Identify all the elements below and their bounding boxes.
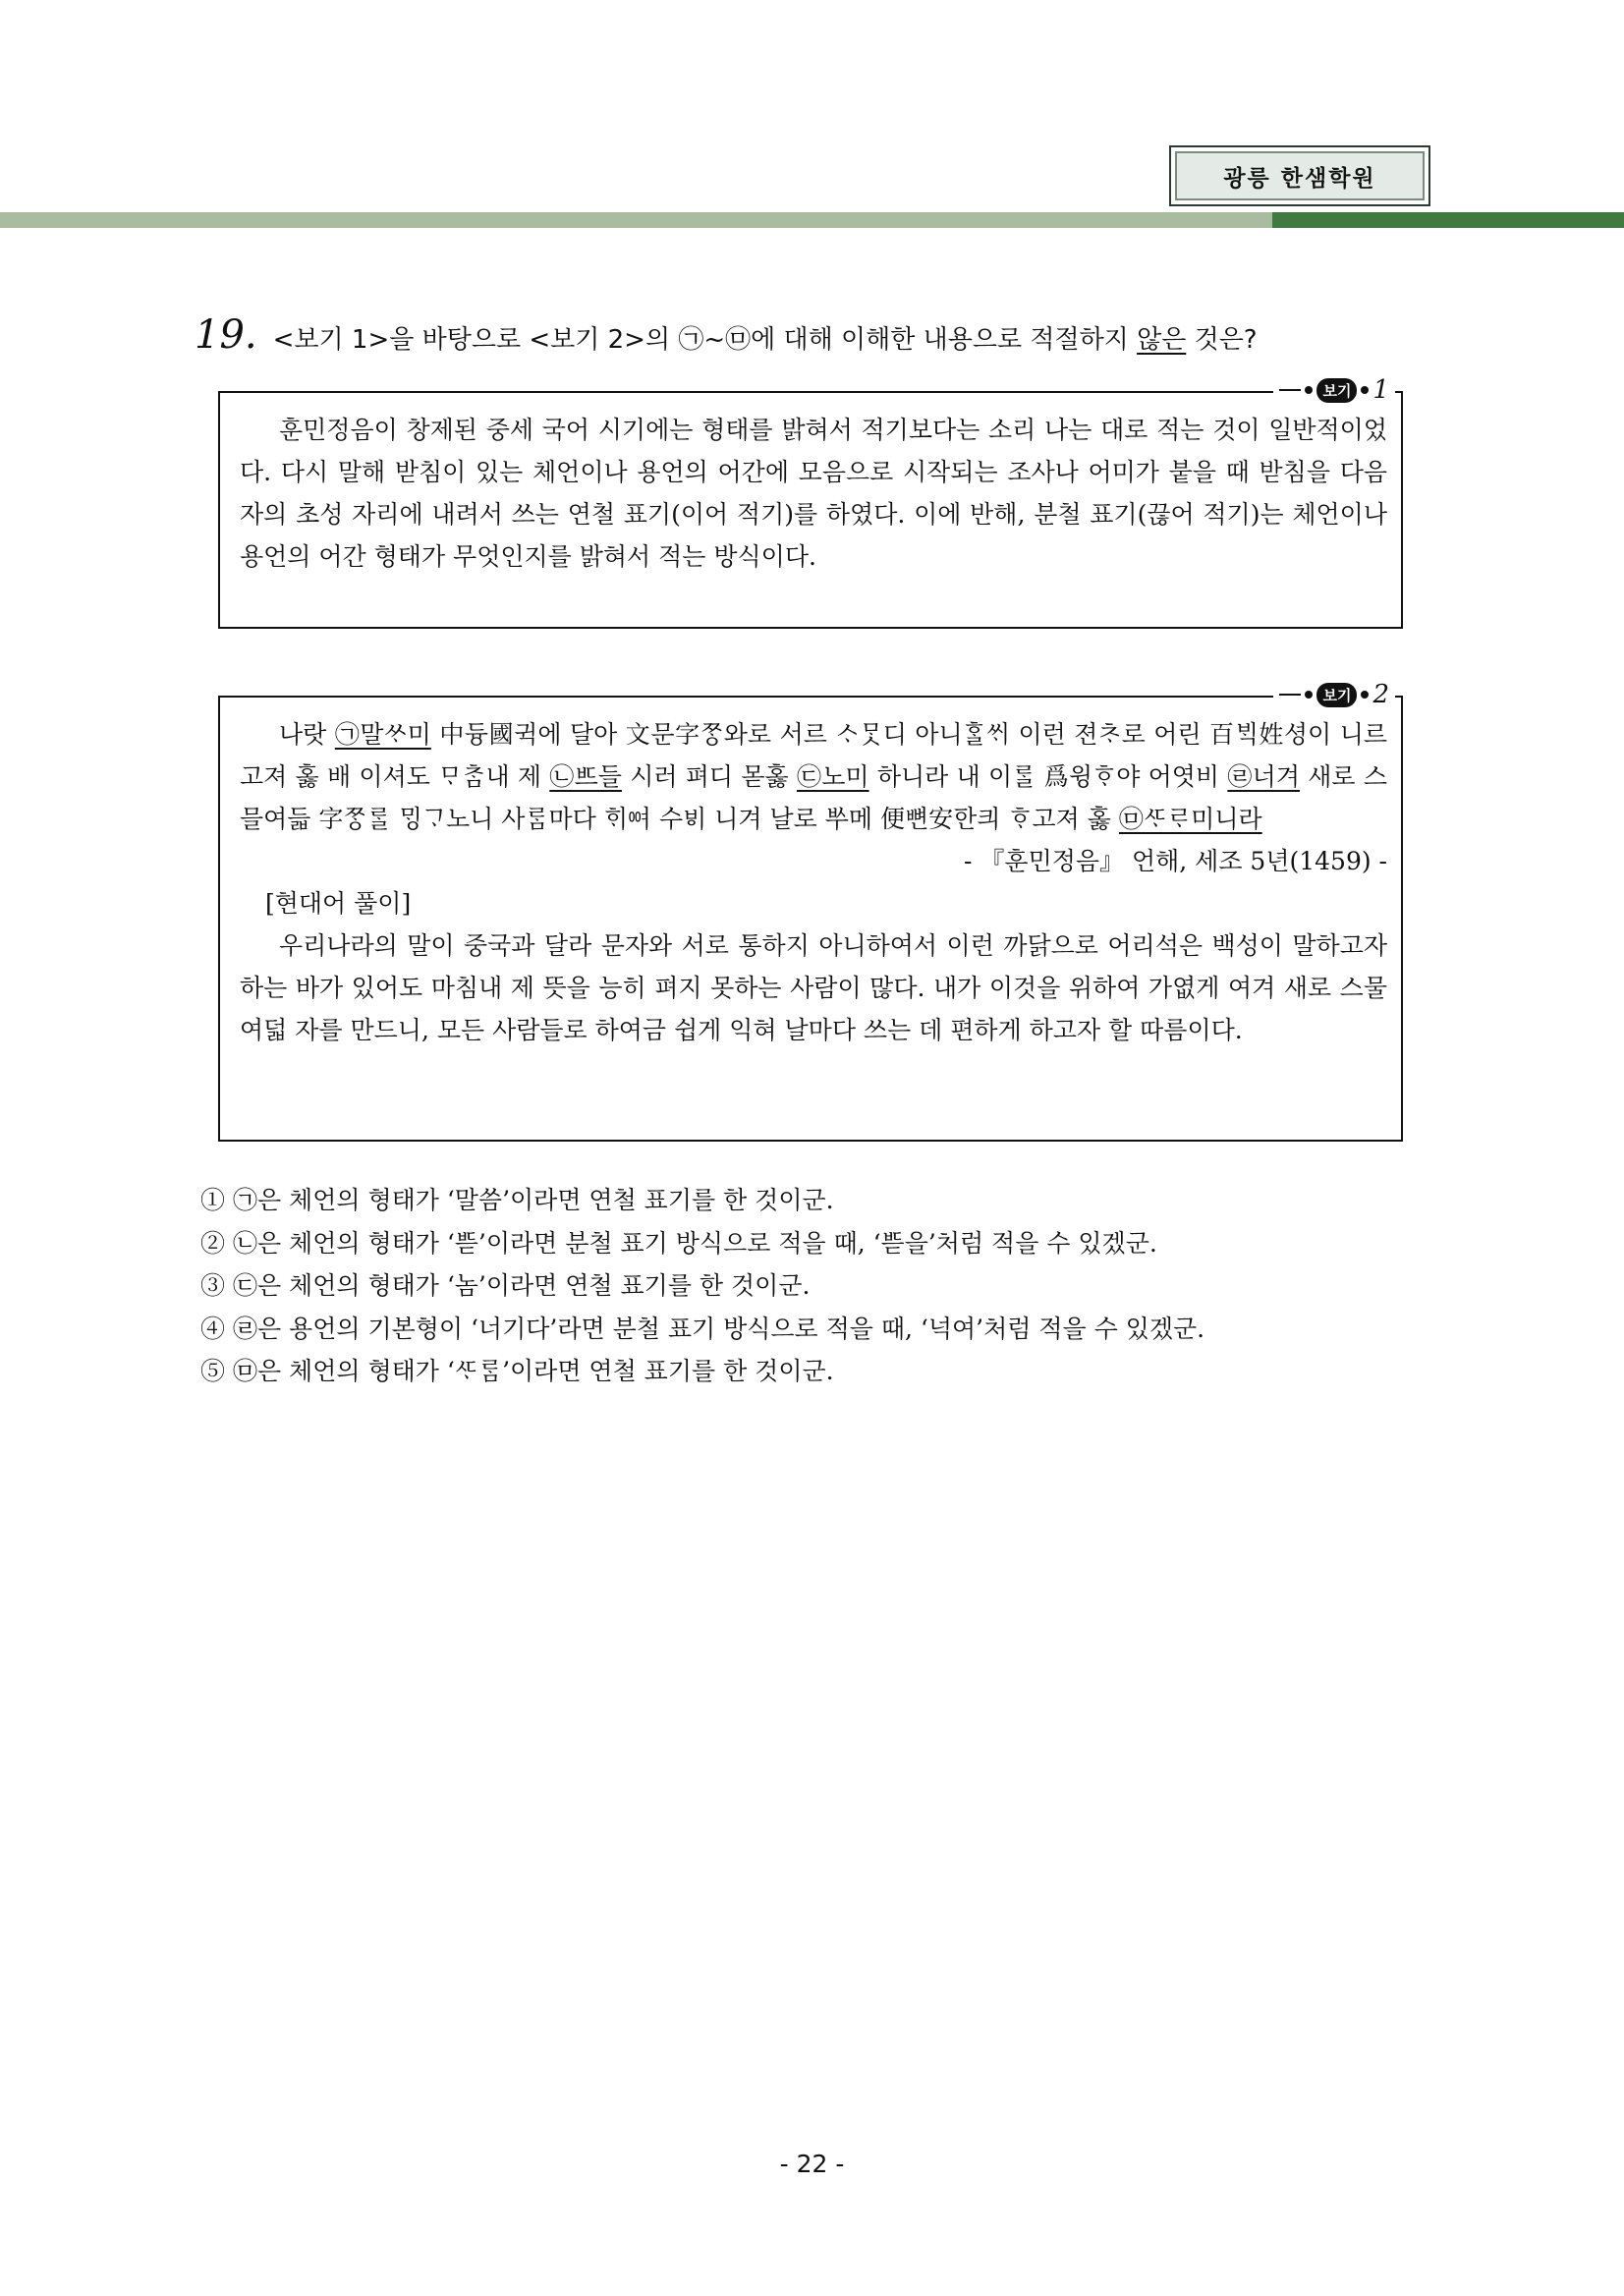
question-text [273, 319, 1258, 356]
tag-bullet-icon [1361, 386, 1369, 394]
answer-choices [200, 1179, 1438, 1393]
tag-label: 보기 [1316, 378, 1357, 403]
question-text-emphasis: 않은 [1137, 325, 1187, 355]
header-rule-dark [1272, 212, 1624, 228]
modern-translation-label: [현대어 풀이] [265, 889, 412, 918]
example-1-text: 훈민정음이 창제된 중세 국어 시기에는 형태를 밝혀서 적기보다는 소리 나는 대로 적는 것이 일반적이었다. 다시 말해 받침이 있는 체언이나 용언의 어간에 모음으로 시작되는 조사나 어미가 붙을 때 받침을 다음 자의 초성 자리에 내려서 쓰는 연철 표기(이어 적기)를 하였다. 이에 반해, 분철 표기(끊어 적기)는 체언이나 용언의 어간 형태가 무엇인지를 밝혀서 적는 방식이다. [240, 416, 1387, 571]
middle-korean-text [240, 713, 1387, 840]
tag-number: 1 [1372, 375, 1389, 405]
question-number: 19. [195, 312, 257, 358]
example-box-2-tag [1273, 680, 1395, 709]
marked-word-e: ㉤ᄯᆞᄅᆞ미니라 [1118, 805, 1262, 833]
text-segment: 나랏 [279, 720, 335, 749]
tag-bullet-icon [1361, 691, 1369, 699]
tag-line [1279, 694, 1301, 696]
question-stem [195, 312, 1432, 358]
text-segment: 시러 펴디 몯홇 [621, 762, 797, 791]
question-text-before: <보기 1>을 바탕으로 <보기 2>의 ㉠~㉤에 대해 이해한 내용으로 적절하지 [272, 325, 1138, 355]
tag-bullet-icon [1305, 386, 1313, 394]
question-text-after: 것은? [1186, 325, 1258, 355]
text-segment: 새로 스믈여듧 字ᄍᆞᆼᄅᆞᆯ ᄆᆡᆼᄀᆞ노니 사ᄅᆞᆷ마다 ᄒᆡᅇᅧ 수ᄫᅵ 니겨 날로 ᄡᅮ메 便뼌安ᅙᅡᆫ킈 ᄒᆞ고져 홇 [240, 762, 1387, 833]
header-rule-light [0, 212, 1272, 228]
choice-1[interactable]: ① ㉠은 체언의 형태가 ‘말씀’이라면 연철 표기를 한 것이군. [200, 1186, 834, 1214]
tag-number: 2 [1372, 680, 1389, 709]
choice-4[interactable]: ④ ㉣은 용언의 기본형이 ‘너기다’라면 분철 표기 방식으로 적을 때, ‘넉여’처럼 적을 수 있겠군. [200, 1314, 1205, 1343]
academy-name: 광릉 한샘학원 [1223, 165, 1376, 192]
choice-2[interactable]: ② ㉡은 체언의 형태가 ‘ᄠᅳᆮ’이라면 분철 표기 방식으로 적을 때, ‘ᄠᅳᆮ을’처럼 적을 수 있겠군. [200, 1228, 1157, 1258]
example-box-1-tag [1273, 375, 1395, 405]
marked-word-c: ㉢노미 [796, 762, 869, 791]
choice-5[interactable]: ⑤ ㉤은 체언의 형태가 ‘ᄯᆞᄅᆞᆷ’이라면 연철 표기를 한 것이군. [200, 1357, 834, 1385]
marked-word-d: ㉣너겨 [1227, 762, 1300, 791]
example-box-1 [218, 375, 1403, 629]
tag-label: 보기 [1316, 683, 1357, 707]
example-box-2 [218, 680, 1403, 1142]
text-segment: 中듕國귁에 달아 文문字ᄍᆞᆼ와로 서르 ᄉᆞᄆᆞᆺ디 아니ᄒᆞᆯᄊᆡ 이런 젼ᄎᆞ로 어린 百ᄇᆡᆨ姓셩이 니르고져 홇 배 이셔도 ᄆᆞᄎᆞᆷ내 제 [240, 720, 1387, 791]
academy-badge [1169, 145, 1430, 206]
marked-word-b: ㉡ᄠᅳ들 [549, 762, 622, 791]
marked-word-a: ㉠말ᄊᆞ미 [334, 720, 431, 749]
source-citation: - 『훈민정음』 언해, 세조 5년(1459) - [964, 847, 1387, 875]
tag-bullet-icon [1305, 691, 1313, 699]
text-segment: 하니라 내 이ᄅᆞᆯ 爲윙ᄒᆞ야 어엿비 [868, 762, 1228, 791]
tag-line [1279, 389, 1301, 391]
modern-translation-text: 우리나라의 말이 중국과 달라 문자와 서로 통하지 아니하여서 이런 까닭으로 어리석은 백성이 말하고자 하는 바가 있어도 마침내 제 뜻을 능히 펴지 못하는 사람이 많다. 내가 이것을 위하여 가엾게 여겨 새로 스물여덟 자를 만드니, 모든 사람들로 하여금 쉽게 익혀 날마다 쓰는 데 편하게 하고자 할 따름이다. [240, 931, 1387, 1044]
page-number: - 22 - [779, 2150, 845, 2178]
choice-3[interactable]: ③ ㉢은 체언의 형태가 ‘놈’이라면 연철 표기를 한 것이군. [200, 1271, 811, 1300]
